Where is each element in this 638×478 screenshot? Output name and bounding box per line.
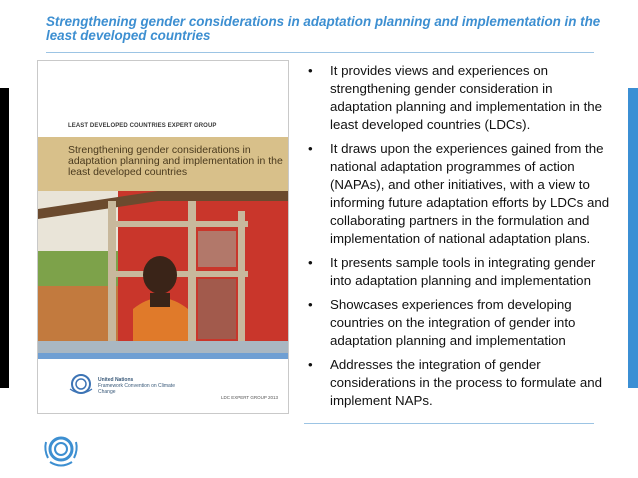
- bullet-item: [308, 356, 618, 410]
- cover-footer-label: LDC EXPERT GROUP 2013: [221, 395, 279, 400]
- report-cover-image: [37, 60, 289, 414]
- cover-group-name: LEAST DEVELOPED COUNTRIES EXPERT GROUP: [68, 123, 217, 129]
- bullet-dot: •: [308, 141, 313, 156]
- cover-photo: [38, 191, 288, 353]
- cover-logo-area: [38, 359, 288, 413]
- bullet-item: [308, 254, 618, 290]
- bullet-dot: •: [308, 357, 313, 372]
- unfccc-logo-icon: [68, 373, 94, 395]
- left-edge-bar: [0, 88, 9, 388]
- bullet-text: It provides views and experiences on strengthening gender consideration in adaptation planning and implementation in the least developed countries (LDCs).: [330, 63, 603, 132]
- bottom-divider: [304, 423, 594, 424]
- bullet-text: It presents sample tools in integrating gender into adaptation planning and implementation: [330, 255, 596, 288]
- bullet-dot: •: [308, 255, 313, 270]
- bullet-dot: •: [308, 63, 313, 78]
- bullet-list: [308, 62, 618, 416]
- cover-title-band: [38, 137, 288, 191]
- bullet-item: [308, 296, 618, 350]
- cover-un-text: [98, 377, 178, 395]
- unfccc-footer-logo-icon: [42, 432, 80, 468]
- cover-un-name: United Nations: [98, 377, 134, 383]
- bullet-item: [308, 140, 618, 248]
- bullet-dot: •: [308, 297, 313, 312]
- cover-title: Strengthening gender considerations in adaptation planning and implementation in the least developed countries: [68, 144, 283, 178]
- bullet-text: Showcases experiences from developing countries on the integration of gender into adaptation planning and implementation: [330, 297, 576, 348]
- cover-photo-illustration: [38, 191, 288, 353]
- slide-title: Strengthening gender considerations in adaptation planning and implementation in the least developed countries: [46, 14, 601, 43]
- title-divider: [46, 52, 594, 53]
- bullet-text: Addresses the integration of gender considerations in the process to formulate and implement NAPs.: [330, 357, 603, 408]
- right-edge-bar: [628, 88, 638, 388]
- cover-un-sub: Framework Convention on Climate Change: [98, 383, 175, 395]
- bullet-item: [308, 62, 618, 134]
- bullet-text: It draws upon the experiences gained from the national adaptation programmes of action (NAPAs), and other initiatives, with a view to informing future adaptation efforts by LDCs and collaborating partners in the formulation and implementation of national adaptation plans.: [330, 141, 610, 246]
